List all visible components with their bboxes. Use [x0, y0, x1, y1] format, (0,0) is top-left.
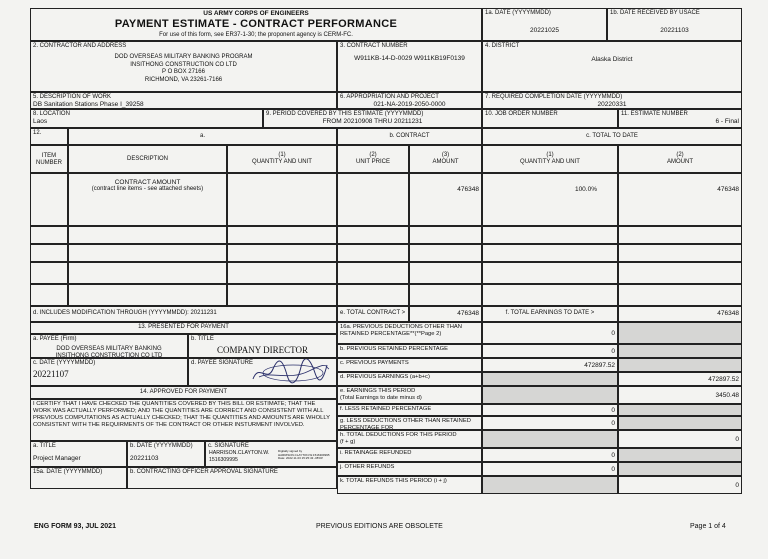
shaded-cell	[482, 372, 618, 386]
period-cell	[263, 109, 482, 128]
shaded-cell	[618, 462, 742, 476]
table-cell	[227, 226, 337, 244]
completion-value[interactable]: 20220331	[597, 100, 627, 108]
district-cell	[482, 41, 742, 92]
footer-page: Page 1 of 4	[690, 523, 726, 530]
org-name: US ARMY CORPS OF ENGINEERS	[203, 10, 309, 17]
table-cell	[337, 244, 409, 262]
approver-title-cell	[30, 441, 127, 467]
table-cell	[30, 173, 68, 226]
date-1b-cell	[607, 8, 742, 41]
approver-signature-cell[interactable]	[205, 441, 337, 467]
approver-title-value[interactable]: Project Manager	[33, 454, 81, 462]
contractor-cell	[30, 41, 337, 92]
payee-signature-scribble	[249, 359, 331, 386]
deduction-value-j[interactable]: 0	[482, 462, 618, 476]
deduction-value-b[interactable]: 0	[482, 344, 618, 358]
deduction-value-f[interactable]: 0	[482, 404, 618, 416]
table-cell	[409, 226, 482, 244]
approver-title-label: a. TITLE	[33, 443, 56, 449]
table-cell	[409, 262, 482, 284]
date-1a-value[interactable]: 20221025	[530, 27, 559, 34]
deduction-label-b: b. PREVIOUS RETAINED PERCENTAGE	[337, 344, 482, 358]
payee-signature-label: d. PAYEE SIGNATURE	[191, 360, 254, 366]
date-1b-value[interactable]: 20221103	[660, 27, 689, 34]
estimate-number-value[interactable]: 6 - Final	[715, 117, 739, 125]
col-unit-price: (2) UNIT PRICE	[337, 145, 409, 173]
table-cell	[618, 284, 742, 306]
deduction-label-d: d. PREVIOUS EARNINGS (a+b+c)	[337, 372, 482, 386]
deduction-label-e: e. EARNINGS THIS PERIOD (Total Earnings to date minus d)	[337, 386, 482, 404]
payee-cell	[30, 334, 188, 358]
approver-date-label: b. DATE (YYYYMMDD)	[130, 443, 193, 449]
section-12-a: a.	[68, 128, 337, 145]
deduction-label-j: j. OTHER REFUNDS	[337, 462, 482, 476]
completion-cell	[482, 92, 742, 109]
col-quantity: (1) QUANTITY AND UNIT	[227, 145, 337, 173]
payee-title-value[interactable]: COMPANY DIRECTOR	[217, 345, 308, 355]
table-row-description[interactable]	[68, 173, 227, 226]
deduction-label-k: k. TOTAL REFUNDS THIS PERIOD (i + j)	[337, 476, 482, 494]
contractor-line: P O BOX 27166	[162, 69, 205, 75]
table-cell	[30, 226, 68, 244]
section-15b-label: b. CONTRACTING OFFICER APPROVAL SIGNATURE	[130, 469, 278, 475]
table-cell	[482, 226, 618, 244]
location-label: 8. LOCATION	[33, 111, 70, 117]
form-header	[30, 8, 482, 41]
district-value[interactable]: Alaska District	[591, 56, 633, 63]
form-subtitle: For use of this form, see ER37-1-30; the proponent agency is CERM-FC.	[159, 32, 353, 38]
appropriation-cell	[337, 92, 482, 109]
deduction-label-i: i. RETAINAGE REFUNDED	[337, 448, 482, 462]
contract-number-value[interactable]: W911KB-14-D-0029 W911KB19F0139	[354, 55, 465, 62]
col-description: DESCRIPTION	[68, 145, 227, 173]
section-13-title: 13. PRESENTED FOR PAYMENT	[30, 322, 337, 334]
deduction-value-h[interactable]: 0	[618, 430, 742, 448]
row-percent[interactable]: 100.0%	[482, 173, 618, 226]
section-15a-cell	[30, 467, 127, 489]
table-cell	[618, 262, 742, 284]
shaded-cell	[618, 416, 742, 430]
shaded-cell	[482, 476, 618, 494]
total-earnings-label: f. TOTAL EARNINGS TO DATE >	[482, 306, 618, 322]
deduction-value-d[interactable]: 472897.52	[618, 372, 742, 386]
table-cell	[618, 244, 742, 262]
deduction-value-k[interactable]: 0	[618, 476, 742, 494]
section-12-b: b. CONTRACT	[337, 128, 482, 145]
payee-date-cell	[30, 358, 188, 386]
payee-title-cell	[188, 334, 337, 358]
table-cell	[227, 244, 337, 262]
shaded-cell	[482, 386, 618, 404]
payee-date-value[interactable]: 20221107	[33, 368, 69, 379]
deduction-label-c: c. PREVIOUS PAYMENTS	[337, 358, 482, 372]
table-cell	[337, 173, 409, 226]
period-value[interactable]: FROM 20210908 THRU 20211231	[322, 117, 423, 125]
table-cell	[337, 262, 409, 284]
section-12-num: 12.	[30, 128, 68, 145]
total-contract-label: e. TOTAL CONTRACT >	[337, 306, 409, 322]
job-order-cell	[482, 109, 618, 128]
table-cell	[30, 244, 68, 262]
deduction-value-a[interactable]: 0	[482, 322, 618, 344]
contractor-label: 2. CONTRACTOR AND ADDRESS	[33, 43, 127, 49]
table-cell	[409, 244, 482, 262]
job-order-label: 10. JOB ORDER NUMBER	[485, 111, 558, 117]
contract-number-label: 3. CONTRACT NUMBER	[340, 43, 408, 49]
location-cell	[30, 109, 263, 128]
row-amount[interactable]: 476348	[409, 173, 482, 226]
col-total-quantity: (1) QUANTITY AND UNIT	[482, 145, 618, 173]
approver-signature-name: HARRISON.CLAYTON.W.	[209, 450, 270, 456]
approver-signature-number: 1516309995	[209, 457, 238, 463]
table-cell	[227, 173, 337, 226]
table-cell	[30, 262, 68, 284]
payee-line: DOD OVERSEAS MILITARY BANKING	[56, 345, 162, 352]
table-cell	[227, 262, 337, 284]
table-cell	[68, 284, 227, 306]
total-earnings-value[interactable]: 476348	[618, 306, 742, 322]
deduction-label-f: f. LESS RETAINED PERCENTAGE	[337, 404, 482, 416]
form-title: PAYMENT ESTIMATE - CONTRACT PERFORMANCE	[114, 18, 398, 30]
table-cell	[68, 226, 227, 244]
table-cell	[68, 244, 227, 262]
payee-label: a. PAYEE (Firm)	[33, 336, 77, 342]
shaded-cell	[618, 358, 742, 372]
shaded-cell	[618, 448, 742, 462]
deduction-label-h: h. TOTAL DEDUCTIONS FOR THIS PERIOD (f + g)	[337, 430, 482, 448]
table-cell	[68, 262, 227, 284]
contractor-line: INSITHONG CONSTRUCTION CO LTD	[130, 61, 237, 68]
section-14-title: 14. APPROVED FOR PAYMENT	[30, 386, 337, 399]
shaded-cell	[482, 430, 618, 448]
row-total-amount[interactable]: 476348	[618, 173, 742, 226]
completion-label: 7. REQUIRED COMPLETION DATE (YYYYMMDD)	[485, 94, 623, 100]
contractor-line: DOD OVERSEAS MILITARY BANKING PROGRAM	[114, 54, 253, 60]
appropriation-value[interactable]: 021-NA-2019-2050-0000	[373, 100, 446, 108]
payment-estimate-form	[30, 8, 742, 510]
location-value[interactable]: Laos	[33, 117, 48, 125]
estimate-number-label: 11. ESTIMATE NUMBER	[621, 111, 688, 117]
col-amount: (3) AMOUNT	[409, 145, 482, 173]
contract-number-cell	[337, 41, 482, 92]
table-cell	[618, 226, 742, 244]
footer-obsolete: PREVIOUS EDITIONS ARE OBSOLETE	[316, 523, 443, 530]
date-1a-cell	[482, 8, 607, 41]
table-cell	[482, 244, 618, 262]
work-value[interactable]: DB Sanitation Stations Phase I_39258	[33, 100, 144, 108]
appropriation-label: 6. APPROPRIATION AND PROJECT	[340, 94, 439, 100]
approver-date-cell	[127, 441, 205, 467]
period-label: 9. PERIOD COVERED BY THIS ESTIMATE (YYYYMMDD)	[266, 111, 424, 117]
table-cell	[337, 226, 409, 244]
payee-date-label: c. DATE (YYYYMMDD)	[33, 360, 96, 366]
payee-title-label: b. TITLE	[191, 336, 214, 342]
table-cell	[482, 284, 618, 306]
shaded-cell	[618, 344, 742, 358]
table-cell	[227, 284, 337, 306]
deduction-value-e[interactable]: 3450.48	[618, 386, 742, 404]
work-cell	[30, 92, 337, 109]
table-cell	[30, 284, 68, 306]
row-desc-line2: (contract line items - see attached sheets)	[91, 186, 204, 193]
row-desc-line1: CONTRACT AMOUNT	[114, 179, 181, 186]
approver-signature-digital: Digitally signed by HARRISON.CLAYTON.W.1516309995 Date: 2022.11.03 15:25:43 -08'00'	[278, 449, 330, 461]
section-12-c: c. TOTAL TO DATE	[482, 128, 742, 145]
approver-date-value[interactable]: 20221103	[130, 454, 159, 462]
col-item-number: ITEM NUMBER	[30, 145, 68, 173]
work-label: 5. DESCRIPTION OF WORK	[33, 94, 112, 100]
payee-line: INSITHONG CONSTRUCTION CO LTD	[55, 352, 163, 358]
table-cell	[409, 284, 482, 306]
district-label: 4. DISTRICT	[485, 43, 520, 49]
deduction-label-g: g. LESS DEDUCTIONS OTHER THAN RETAINED PERCENTAGE FOR	[337, 416, 482, 430]
certification-text: I CERTIFY THAT I HAVE CHECKED THE QUANTITIES COVERED BY THIS BILL OR ESTIMATE; THAT THE WORK WAS ACTUALLY PERFORMED; AND THE QUANTITIES ARE CORRECT AND CONSISTENT WITH ALL PREVIOUS COMPUTATIONS AS ACTUALLY CHECKED; THAT THE QUANTITIES AND AMOUNTS ARE WHOLLY CONSISTENT WITH THE REQUIRMENTS OF THE CONTRACT OR OTHER INSTURMENT INVOLVED.	[30, 399, 337, 441]
contractor-line: RICHMOND, VA 23261-7166	[144, 76, 223, 83]
deduction-value-g[interactable]: 0	[482, 416, 618, 430]
contractor-address[interactable]	[31, 54, 336, 84]
shaded-cell	[618, 404, 742, 416]
deduction-value-c[interactable]: 472897.52	[482, 358, 618, 372]
date-1b-label: 1b. DATE RECEIVED BY USACE	[610, 10, 700, 16]
total-contract-value[interactable]: 476348	[409, 306, 482, 322]
deduction-label-a: 16a. PREVIOUS DEDUCTIONS OTHER THAN RETAINED PERCENTAGE**(**Page 2)	[337, 322, 482, 344]
footer-form-id: ENG FORM 93, JUL 2021	[34, 523, 116, 530]
deduction-value-i[interactable]: 0	[482, 448, 618, 462]
date-1a-label: 1a. DATE (YYYYMMDD)	[485, 10, 551, 16]
payee-signature-cell[interactable]	[188, 358, 337, 386]
shaded-cell	[618, 322, 742, 344]
col-total-amount: (2) AMOUNT	[618, 145, 742, 173]
section-15a-label: 15a. DATE (YYYYMMDD)	[33, 469, 103, 475]
table-cell	[482, 262, 618, 284]
table-cell	[337, 284, 409, 306]
estimate-number-cell	[618, 109, 742, 128]
section-15b-cell[interactable]	[127, 467, 337, 489]
payee-name[interactable]	[33, 346, 185, 358]
modification-through[interactable]: d. INCLUDES MODIFICATION THROUGH (YYYYMMDD): 20211231	[30, 306, 337, 322]
approver-signature-label: c. SIGNATURE	[208, 443, 249, 449]
